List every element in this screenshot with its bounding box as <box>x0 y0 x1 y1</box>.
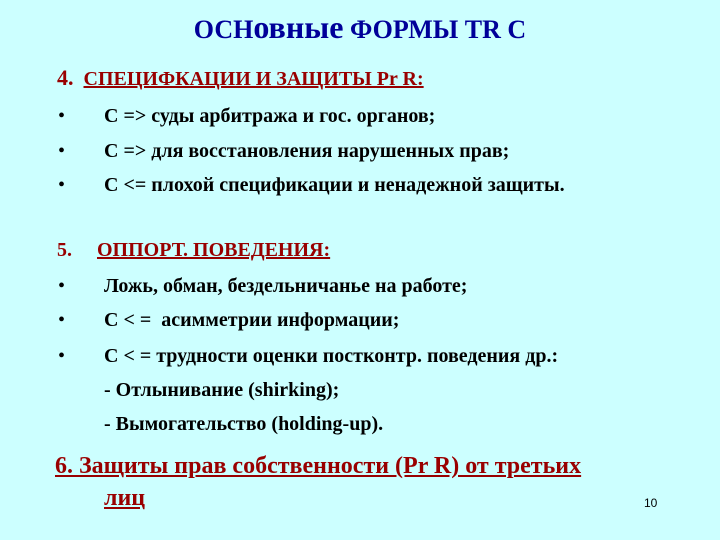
section4-item-2: C => для восстановления нарушенных прав; <box>104 140 510 162</box>
bullet: • <box>58 174 66 196</box>
section5-item-1: Ложь, обман, бездельничанье на работе; <box>104 275 468 297</box>
section5-item-3: C < = трудности оценки постконтр. поведения др.: <box>104 345 559 367</box>
section4-title: СПЕЦИФКАЦИИ И ЗАЩИТЫ Pr R: <box>83 68 424 90</box>
section6-line2: лиц <box>104 485 146 511</box>
section4-item-3: C <= плохой спецификации и ненадежной защиты. <box>104 174 565 196</box>
page-number: 10 <box>644 496 658 510</box>
title-part3: ФОРМЫ TR C <box>343 15 527 44</box>
section5-number: 5. <box>57 239 72 261</box>
section5-subitem-2: - Вымогательство (holding-up). <box>104 413 384 435</box>
section5-item-2: C < = асимметрии информации; <box>104 309 400 331</box>
section4-item-1: C => суды арбитража и гос. органов; <box>104 105 436 127</box>
section6-line1: 6. Защиты прав собственности (Pr R) от третьих <box>55 453 582 479</box>
bullet: • <box>58 105 66 127</box>
section5-subitem-1: - Отлынивание (shirking); <box>104 379 340 401</box>
bullet: • <box>58 275 66 297</box>
section4-heading <box>57 64 424 93</box>
section4-number: 4. <box>57 65 74 90</box>
bullet: • <box>58 345 66 367</box>
title-part2: овные <box>253 9 344 45</box>
section5-heading <box>57 236 330 264</box>
slide-title <box>0 10 720 47</box>
bullet: • <box>58 140 66 162</box>
bullet: • <box>58 309 66 331</box>
title-part1: ОСН <box>193 15 254 44</box>
section5-title: ОППОРТ. ПОВЕДЕНИЯ: <box>97 239 331 261</box>
